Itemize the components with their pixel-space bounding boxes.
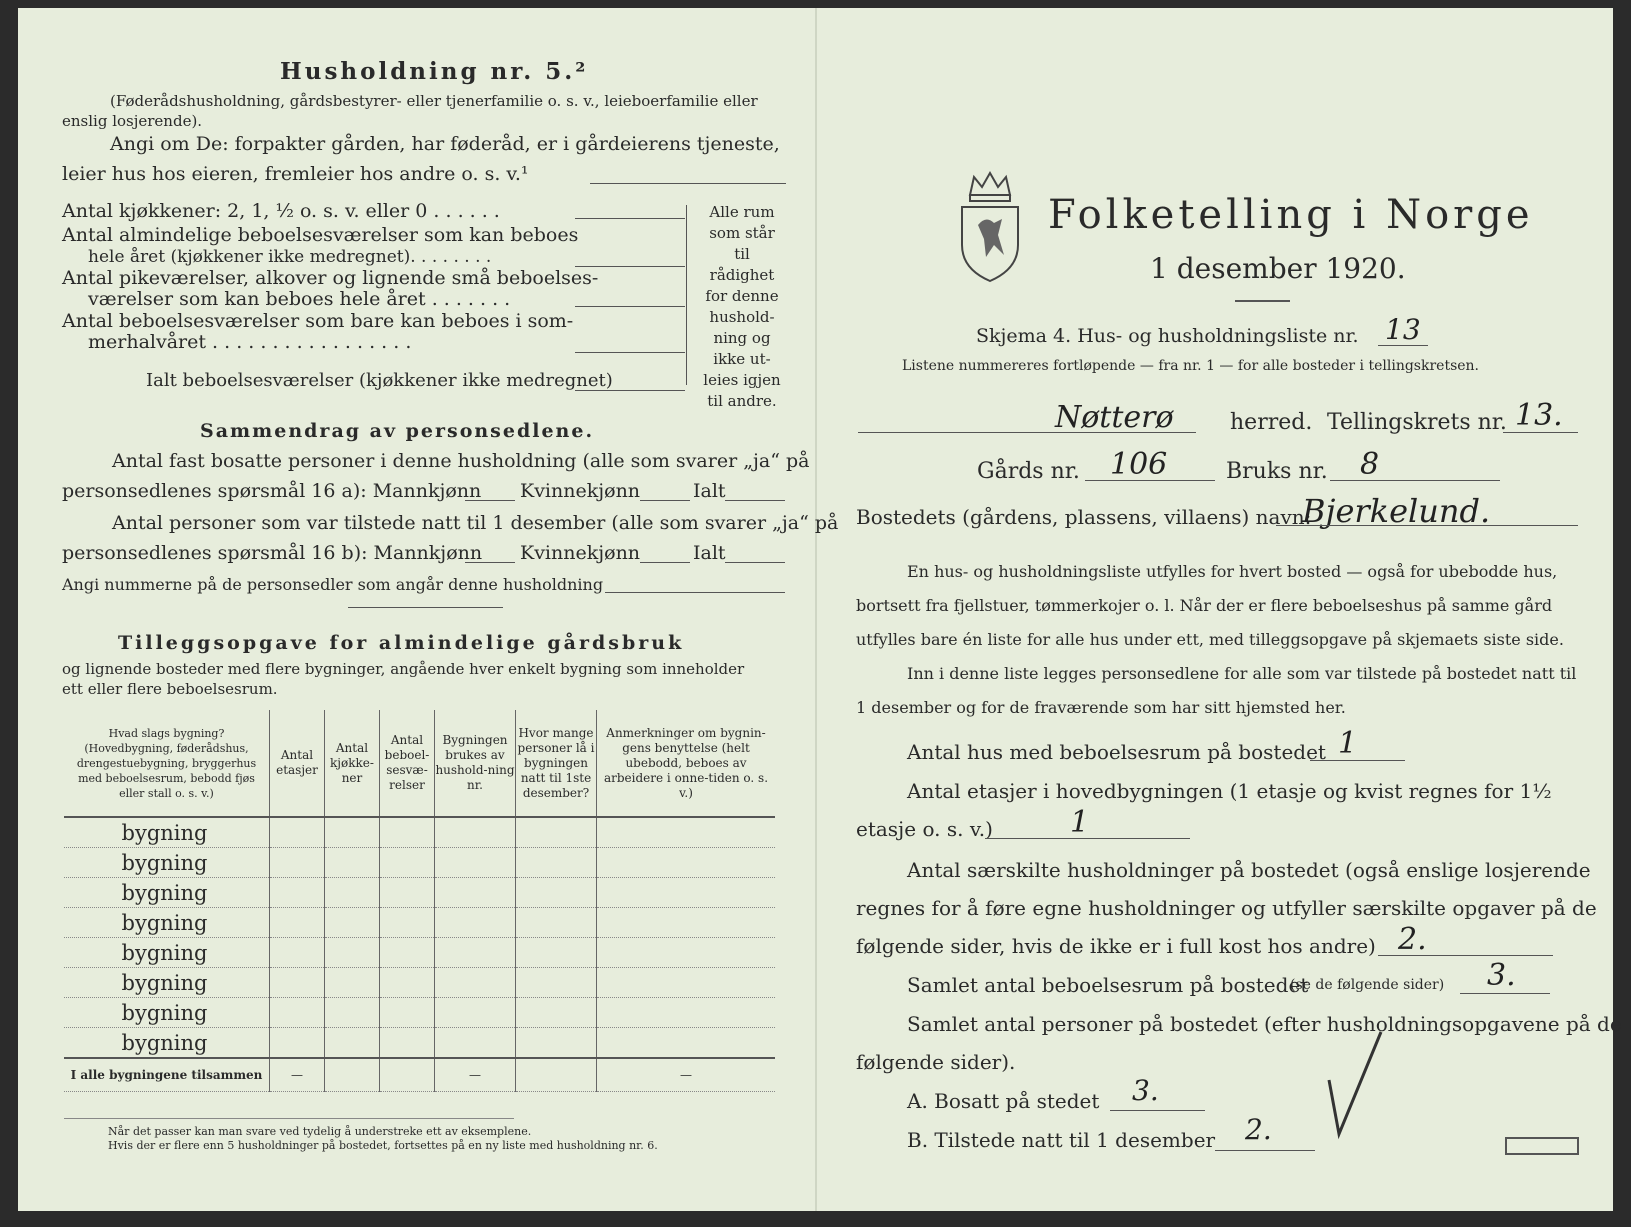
tillegg-1: og lignende bosteder med flere bygninger, angående hver enkelt bygning som inneholder bbox=[62, 660, 745, 678]
q-husholdninger-2: regnes for å føre egne husholdninger og utfyller særskilte opgaver på de bbox=[856, 896, 1597, 920]
col-kitchens: Antal kjøkke-ner bbox=[325, 710, 380, 817]
ialt-label: Ialt bbox=[693, 542, 726, 564]
building-table bbox=[64, 710, 775, 1092]
rooms-line: Antal beboelsesværelser som bare kan beboes i som- bbox=[62, 310, 574, 332]
tellingskrets-value: 13. bbox=[1515, 398, 1563, 433]
q-bosatt: A. Bosatt på stedet bbox=[907, 1089, 1100, 1113]
instr-4: Inn i denne liste legges personsedlene for alle som var tilstede på bostedet natt til bbox=[907, 664, 1577, 683]
printer-stamp bbox=[1505, 1137, 1579, 1155]
q-husholdninger-value: 2. bbox=[1398, 922, 1427, 957]
row-label: bygning bbox=[64, 848, 270, 878]
sammendrag-2: personsedlenes spørsmål 16 a): Mannkjønn bbox=[62, 480, 482, 502]
bosted-label: Bostedets (gårdens, plassens, villaens) navn: bbox=[856, 505, 1312, 529]
row-label: bygning bbox=[64, 998, 270, 1028]
herred-label: herred. bbox=[1230, 410, 1313, 435]
tellingskrets-label: Tellingskrets nr. bbox=[1327, 410, 1507, 435]
side-note-line: hushold- bbox=[709, 308, 775, 326]
row-label: bygning bbox=[64, 938, 270, 968]
table-row bbox=[64, 908, 775, 938]
household-subtitle: (Føderådshusholdning, gårdsbestyrer- eller tjenerfamilie o. s. v., leieboerfamilie eller bbox=[110, 92, 758, 110]
herred-value: Nøtterø bbox=[1055, 400, 1174, 435]
tillegg-2: ett eller flere beboelsesrum. bbox=[62, 680, 278, 698]
sammendrag-4: personsedlenes spørsmål 16 b): Mannkjønn bbox=[62, 542, 483, 564]
angi-nummer: Angi nummerne på de personsedler som angår denne husholdning bbox=[62, 575, 604, 594]
tillegg-title: Tilleggsopgave for almindelige gårdsbruk bbox=[118, 632, 685, 654]
q-rum: Samlet antal beboelsesrum på bostedet bbox=[907, 973, 1309, 997]
col-persons: Hvor mange personer lå i bygningen natt til 1ste desember? bbox=[516, 710, 597, 817]
side-note-line: som står til bbox=[709, 224, 775, 263]
row-label: bygning bbox=[64, 817, 270, 848]
ialt-label: Ialt bbox=[693, 480, 726, 502]
kvinne-label: Kvinnekjønn bbox=[520, 480, 641, 502]
footnote-2: Hvis der er flere enn 5 husholdninger på bostedet, fortsettes på en ny liste med husholdning nr. 6. bbox=[108, 1139, 658, 1152]
skjema-value: 13 bbox=[1385, 313, 1421, 346]
sammendrag-1: Antal fast bosatte personer i denne husholdning (alle som svarer „ja“ på bbox=[112, 450, 810, 472]
col-notes: Anmerkninger om bygnin-gens benyttelse (helt ubebodd, beboes av arbeidere i onne-tiden o. s. v.) bbox=[597, 710, 776, 817]
rooms-line: Antal kjøkkener: 2, 1, ½ o. s. v. eller 0 . . . . . . bbox=[62, 200, 500, 222]
side-note-line: ning og bbox=[713, 329, 771, 347]
table-row bbox=[64, 817, 775, 848]
q-etasjer-2: etasje o. s. v.) bbox=[856, 817, 993, 841]
listene-note: Listene nummereres fortløpende — fra nr. 1 — for alle bosteder i tellingskretsen. bbox=[902, 358, 1480, 374]
col-rooms: Antal beboel-sesvæ-relser bbox=[380, 710, 435, 817]
main-title: Folketelling i Norge bbox=[1048, 192, 1534, 238]
instr-3: utfylles bare én liste for alle hus under ett, med tilleggsopgave på skjemaets siste side. bbox=[856, 630, 1564, 649]
sammendrag-title: Sammendrag av personsedlene. bbox=[200, 420, 595, 442]
total-dash: — bbox=[270, 1058, 325, 1092]
angi-line-2: leier hus hos eieren, fremleier hos andre o. s. v.¹ bbox=[62, 163, 529, 185]
instr-2: bortsett fra fjellstuer, tømmerkojer o. l. Når der er flere beboelseshus på samme gård bbox=[856, 596, 1553, 615]
table-row bbox=[64, 998, 775, 1028]
household-subtitle-2: enslig losjerende). bbox=[62, 112, 203, 130]
table-row bbox=[64, 1028, 775, 1059]
table-row bbox=[64, 848, 775, 878]
sammendrag-3: Antal personer som var tilstede natt til 1 desember (alle som svarer „ja“ på bbox=[112, 512, 839, 534]
table-total-row bbox=[64, 1058, 775, 1092]
side-note-line: rådighet bbox=[709, 266, 775, 284]
q-rum-value: 3. bbox=[1487, 958, 1516, 993]
side-note-line: for denne bbox=[705, 287, 779, 305]
rooms-line: hele året (kjøkkener ikke medregnet). . . . . . . . bbox=[88, 247, 492, 267]
q-bosatt-value: 3. bbox=[1132, 1074, 1159, 1107]
ialt-rooms: Ialt beboelsesværelser (kjøkkener ikke medregnet) bbox=[146, 370, 613, 391]
checkmark-icon bbox=[1325, 1030, 1385, 1140]
q-husholdninger-1: Antal særskilte husholdninger på bostedet (også enslige losjerende bbox=[907, 858, 1591, 882]
side-note-line: til andre. bbox=[707, 392, 777, 410]
bosted-value: Bjerkelund. bbox=[1302, 492, 1491, 530]
q-etasjer-value: 1 bbox=[1070, 805, 1090, 840]
instr-5: 1 desember og for de fraværende som har sitt hjemsted her. bbox=[856, 698, 1346, 717]
q-hus: Antal hus med beboelsesrum på bostedet bbox=[907, 740, 1326, 764]
q-rum-small: (se de følgende sider) bbox=[1290, 977, 1445, 993]
total-dash: — bbox=[435, 1058, 516, 1092]
table-row bbox=[64, 938, 775, 968]
angi-line-1: Angi om De: forpakter gården, har føderåd, er i gårdeierens tjeneste, bbox=[110, 133, 780, 155]
rooms-line: merhalvåret . . . . . . . . . . . . . . . . . bbox=[88, 331, 412, 353]
q-husholdninger-3: følgende sider, hvis de ikke er i full kost hos andre) bbox=[856, 934, 1376, 958]
table-header bbox=[64, 710, 775, 817]
q-personer-2: følgende sider). bbox=[856, 1050, 1016, 1074]
bruks-value: 8 bbox=[1360, 447, 1380, 482]
q-tilstede: B. Tilstede natt til 1 desember bbox=[907, 1128, 1216, 1152]
col-household: Bygningen brukes av hushold-ning nr. bbox=[435, 710, 516, 817]
instr-1: En hus- og husholdningsliste utfylles for hvert bosted — også for ubebodde hus, bbox=[907, 562, 1558, 581]
row-label: bygning bbox=[64, 1028, 270, 1059]
page-fold bbox=[815, 8, 817, 1211]
total-dash: — bbox=[597, 1058, 776, 1092]
skjema-label: Skjema 4. Hus- og husholdningsliste nr. bbox=[976, 325, 1359, 347]
rooms-line: Antal almindelige beboelsesværelser som kan beboes bbox=[62, 224, 579, 246]
q-personer-1: Samlet antal personer på bostedet (efter husholdningsopgavene på de bbox=[907, 1012, 1622, 1036]
q-tilstede-value: 2. bbox=[1245, 1113, 1272, 1146]
row-label: bygning bbox=[64, 968, 270, 998]
gards-label: Gårds nr. bbox=[977, 459, 1080, 484]
q-hus-value: 1 bbox=[1338, 726, 1358, 761]
kvinne-label: Kvinnekjønn bbox=[520, 542, 641, 564]
footnote-1: Når det passer kan man svare ved tydelig å understreke ett av eksemplene. bbox=[108, 1125, 532, 1138]
rooms-line: Antal pikeværelser, alkover og lignende små beboelses- bbox=[62, 267, 599, 289]
col-floors: Antal etasjer bbox=[270, 710, 325, 817]
brace bbox=[686, 205, 695, 385]
coat-of-arms-icon bbox=[958, 165, 1022, 283]
side-note-line: Alle rum bbox=[709, 203, 775, 221]
side-note-line: ikke ut- bbox=[713, 350, 771, 368]
table-row bbox=[64, 968, 775, 998]
total-label: I alle bygningene tilsammen bbox=[64, 1058, 270, 1092]
census-date: 1 desember 1920. bbox=[1150, 252, 1406, 285]
gards-value: 106 bbox=[1110, 447, 1168, 482]
side-note-line: leies igjen bbox=[703, 371, 781, 389]
household-title: Husholdning nr. 5.² bbox=[280, 58, 589, 85]
bruks-label: Bruks nr. bbox=[1226, 459, 1328, 484]
col-building-type: Hvad slags bygning? (Hovedbygning, føderådshus, drengestuebygning, bryggerhus med beboelsesrum, bebodd fjøs eller stall o. s. v.) bbox=[64, 710, 270, 817]
row-label: bygning bbox=[64, 878, 270, 908]
side-note bbox=[700, 202, 784, 412]
q-etasjer-1: Antal etasjer i hovedbygningen (1 etasje og kvist regnes for 1½ bbox=[907, 779, 1552, 803]
rooms-line: værelser som kan beboes hele året . . . . . . . bbox=[88, 288, 511, 310]
table-row bbox=[64, 878, 775, 908]
row-label: bygning bbox=[64, 908, 270, 938]
